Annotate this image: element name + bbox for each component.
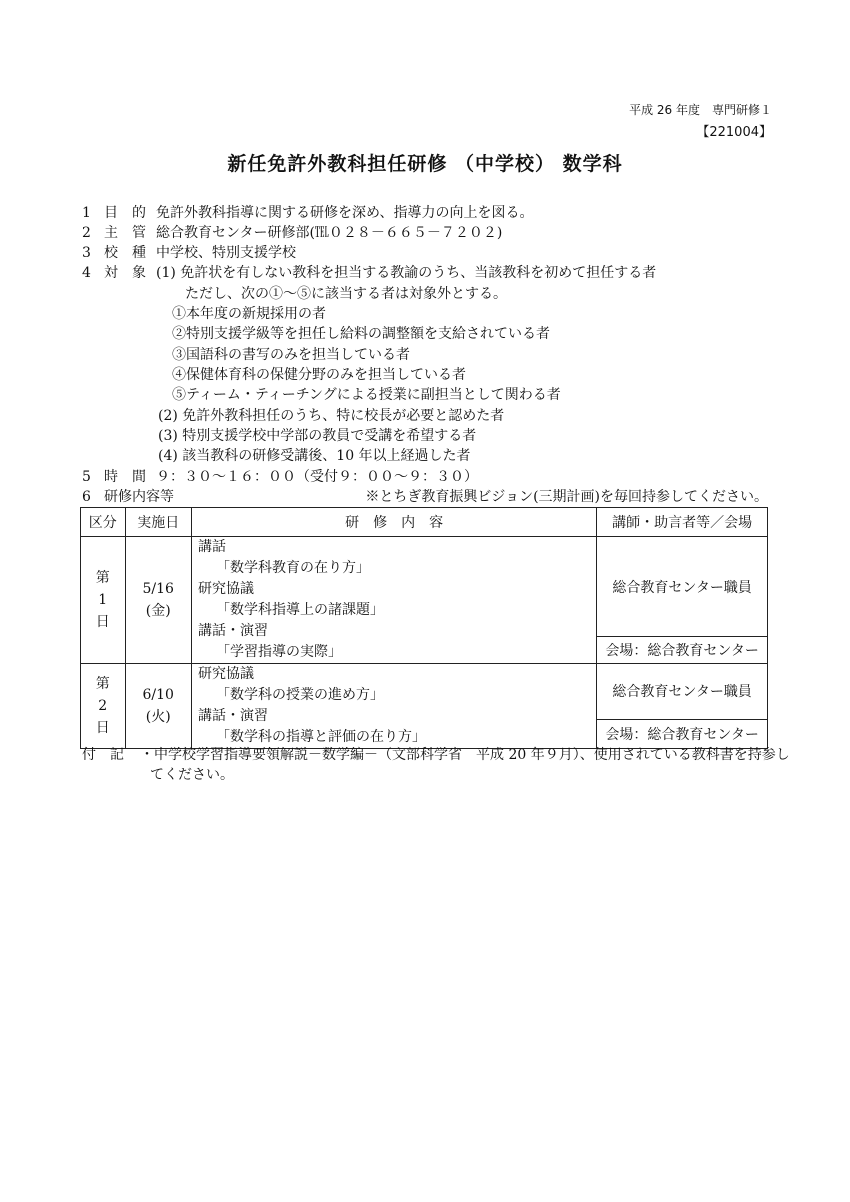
purpose-item	[82, 203, 533, 223]
weekday-text: (金)	[145, 603, 171, 619]
item-number: 1	[82, 205, 91, 221]
document-label: 平成 26 年度 専門研修１	[629, 103, 772, 117]
footnote-label: 付 記	[82, 747, 124, 763]
page-title: 新任免許外教科担任研修 （中学校） 数学科	[227, 153, 623, 175]
header-day: 区分	[81, 508, 126, 537]
item-label: 目 的	[104, 205, 146, 221]
time-text: ９：３０～１６：００（受付９：００～９：３０）	[156, 469, 478, 485]
exclusion-item: ③国語科の書写のみを担当している者	[172, 347, 410, 363]
header-content: 研 修 内 容	[191, 508, 596, 537]
day-label: 日	[95, 614, 110, 630]
session-topic: 「数学科指導上の諸課題」	[215, 602, 384, 618]
date-text: 5/16	[142, 581, 174, 597]
content-note: ※とちぎ教育振興ビジョン(三期計画)を毎回持参してください。	[365, 489, 768, 505]
day-label: 2	[98, 698, 108, 714]
target-item	[82, 263, 656, 283]
session-topic: 「数学科の授業の進め方」	[215, 687, 384, 703]
item-label: 時 間	[104, 469, 146, 485]
table-header-row	[81, 508, 768, 537]
instructor-cell: 総合教育センター職員	[597, 664, 768, 720]
day-cell	[81, 537, 126, 664]
exclusion-item: ②特別支援学級等を担任し給料の調整額を支給されている者	[172, 326, 550, 342]
school-type-text: 中学校、特別支援学校	[156, 245, 296, 261]
instructor-cell: 総合教育センター職員	[597, 537, 768, 637]
time-item	[82, 467, 478, 487]
exclusion-item: ①本年度の新規採用の者	[172, 306, 326, 322]
target-1-note: ただし、次の①～⑤に該当する者は対象外とする。	[185, 286, 507, 302]
item-number: 6	[82, 489, 91, 505]
weekday-text: (火)	[145, 709, 171, 725]
item-number: 2	[82, 225, 91, 241]
schedule-table	[80, 507, 768, 749]
session-type: 研究協議	[197, 581, 254, 597]
day-cell	[81, 664, 126, 749]
session-type: 講話・演習	[197, 623, 268, 639]
exclusion-item: ④保健体育科の保健分野のみを担当している者	[172, 367, 466, 383]
day-label: 1	[98, 592, 108, 608]
date-text: 6/10	[142, 687, 174, 703]
date-cell	[125, 537, 191, 664]
target-2: (2) 免許外教科担任のうち、特に校長が必要と認めた者	[158, 408, 505, 424]
document-code: 【221004】	[696, 125, 772, 140]
session-topic: 「数学科教育の在り方」	[215, 560, 370, 576]
exclusion-item: ⑤ティーム・ティーチングによる授業に副担当として関わる者	[172, 387, 561, 403]
content-item	[82, 487, 174, 507]
day-label: 第	[95, 676, 110, 692]
content-cell	[191, 664, 596, 749]
session-type: 研究協議	[197, 666, 254, 682]
item-number: 5	[82, 469, 91, 485]
footnote-line-2: てください。	[150, 767, 234, 783]
session-type: 講話・演習	[197, 708, 268, 724]
school-type-item	[82, 243, 296, 263]
session-topic: 「数学科の指導と評価の在り方」	[215, 729, 426, 745]
purpose-text: 免許外教科指導に関する研修を深め、指導力の向上を図る。	[156, 205, 534, 221]
organizer-text: 総合教育センター研修部(℡０２８－６６５－７２０２)	[156, 225, 503, 241]
item-number: 4	[82, 265, 91, 281]
item-number: 3	[82, 245, 91, 261]
item-label: 主 管	[104, 225, 146, 241]
item-label: 対 象	[104, 265, 146, 281]
organizer-item	[82, 223, 502, 243]
target-3: (3) 特別支援学校中学部の教員で受講を希望する者	[158, 428, 477, 444]
session-topic: 「学習指導の実際」	[215, 644, 342, 660]
header-instructor: 講師・助言者等／会場	[597, 508, 768, 537]
venue-cell: 会場：総合教育センター	[597, 637, 768, 664]
header-date: 実施日	[125, 508, 191, 537]
day-label: 第	[95, 570, 110, 586]
table-row	[81, 664, 768, 720]
target-1: (1) 免許状を有しない教科を担当する教諭のうち、当該教科を初めて担任する者	[156, 265, 657, 281]
table-row	[81, 537, 768, 637]
content-cell	[191, 537, 596, 664]
item-label: 研修内容等	[104, 489, 174, 505]
item-label: 校 種	[104, 245, 146, 261]
venue-cell: 会場：総合教育センター	[597, 719, 768, 748]
target-4: (4) 該当教科の研修受講後、10 年以上経過した者	[158, 448, 471, 464]
date-cell	[125, 664, 191, 749]
footnote-line-1: ・中学校学習指導要領解説－数学編－（文部科学省 平成 20 年９月）、使用されている教科書を持参し	[140, 747, 790, 763]
day-label: 日	[95, 720, 110, 736]
session-type: 講話	[197, 539, 226, 555]
